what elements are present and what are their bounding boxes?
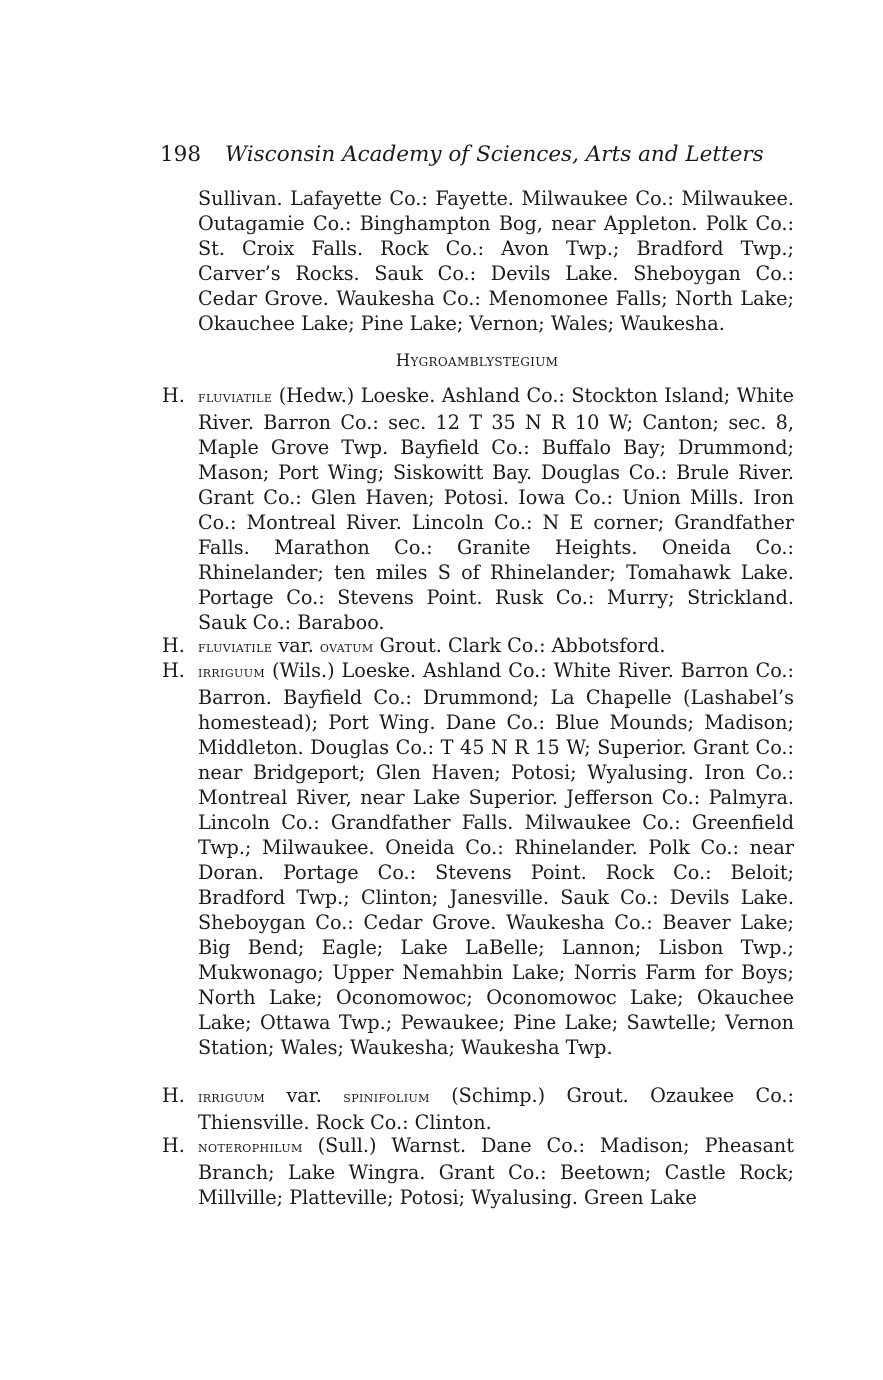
- species-entry: [162, 633, 794, 660]
- variety-name: ovatum: [319, 638, 374, 656]
- genus-abbreviation: H.: [162, 659, 185, 682]
- entry-text: (Wils.) Loeske. Ashland Co.: White River. Barron Co.: Barron. Bayfield Co.: Drummond; La Chapelle (Lashabel’s homestead); Port Wing. Dane Co.: Blue Mounds; Madison; Middleton. Douglas Co.: T 45 N R 15 W; Superior. Grant Co.: near Bridgeport; Glen Haven; Potosi; Wyalusing. Iron Co.: Montreal River, near Lake Superior. Jefferson Co.: Palmyra. Lincoln Co.: Grandfather Falls. Milwaukee Co.: Greenfield Twp.; Milwaukee. Oneida Co.: Rhinelander. Polk Co.: near Doran. Portage Co.: Stevens Point. Rock Co.: Beloit; Bradford Twp.; Clinton; Janesville. Sauk Co.: Devils Lake. Sheboygan Co.: Cedar Grove. Waukesha Co.: Beaver Lake; Big Bend; Eagle; Lake LaBelle; Lannon; Lisbon Twp.; Mukwonago; Upper Nemahbin Lake; Norris Farm for Boys; North Lake; Oconomowoc; Oconomowoc Lake; Okauchee Lake; Ottawa Twp.; Pewaukee; Pine Lake; Sawtelle; Vernon Station; Wales; Waukesha; Waukesha Twp.: [198, 659, 794, 1059]
- species-entry: [162, 1083, 794, 1135]
- species-name: fluviatile: [198, 388, 273, 406]
- variety-name: spinifolium: [343, 1088, 430, 1106]
- entry-text: Grout. Clark Co.: Abbotsford.: [373, 634, 666, 657]
- species-entry: [162, 383, 794, 635]
- entry-text: (Hedw.) Loeske. Ashland Co.: Stockton Island; White River. Barron Co.: sec. 12 T 35 N R 10 W; Canton; sec. 8, Maple Grove Twp. Bayfield Co.: Buffalo Bay; Drummond; Mason; Port Wing; Siskowitt Bay. Douglas Co.: Brule River. Grant Co.: Glen Haven; Potosi. Iowa Co.: Union Mills. Iron Co.: Montreal River. Lincoln Co.: N E corner; Grandfather Falls. Marathon Co.: Granite Heights. Oneida Co.: Rhinelander; ten miles S of Rhinelander; Tomahawk Lake. Portage Co.: Stevens Point. Rusk Co.: Murry; Strickland. Sauk Co.: Baraboo.: [198, 384, 794, 634]
- intro-paragraph: Sullivan. Lafayette Co.: Fayette. Milwaukee Co.: Milwaukee. Outagamie Co.: Binghampton Bog, near Appleton. Polk Co.: St. Croix Falls. Rock Co.: Avon Twp.; Bradford Twp.; Carver’s Rocks. Sauk Co.: Devils Lake. Sheboygan Co.: Cedar Grove. Waukesha Co.: Menomonee Falls; North Lake; Okauchee Lake; Pine Lake; Vernon; Wales; Waukesha.: [198, 187, 794, 335]
- journal-title: Wisconsin Academy of Sciences, Arts and Letters: [225, 142, 764, 167]
- page-number: 198: [160, 142, 202, 167]
- entry-text: (Sull.) Warnst. Dane Co.: Madison; Pheasant Branch; Lake Wingra. Grant Co.: Beetown; Castle Rock; Millville; Platteville; Potosi; Wyalusing. Green Lake: [198, 1134, 794, 1209]
- entry-text: (Schimp.) Grout. Ozaukee Co.: Thiensville. Rock Co.: Clinton.: [198, 1084, 794, 1134]
- genus-abbreviation: H.: [162, 1134, 185, 1157]
- genus-abbreviation: H.: [162, 384, 185, 407]
- species-name: noterophilum: [198, 1138, 303, 1156]
- genus-abbreviation: H.: [162, 1084, 185, 1107]
- species-name: fluviatile: [198, 638, 273, 656]
- species-entry: [162, 658, 794, 1060]
- variety-label: var.: [265, 1084, 344, 1107]
- variety-label: var.: [272, 634, 320, 657]
- section-heading: Hygroamblystegium: [395, 351, 559, 370]
- running-header: [160, 140, 800, 170]
- species-entry: [162, 1133, 794, 1210]
- species-name: irriguum: [198, 663, 266, 681]
- genus-abbreviation: H.: [162, 634, 185, 657]
- species-name: irriguum: [198, 1088, 266, 1106]
